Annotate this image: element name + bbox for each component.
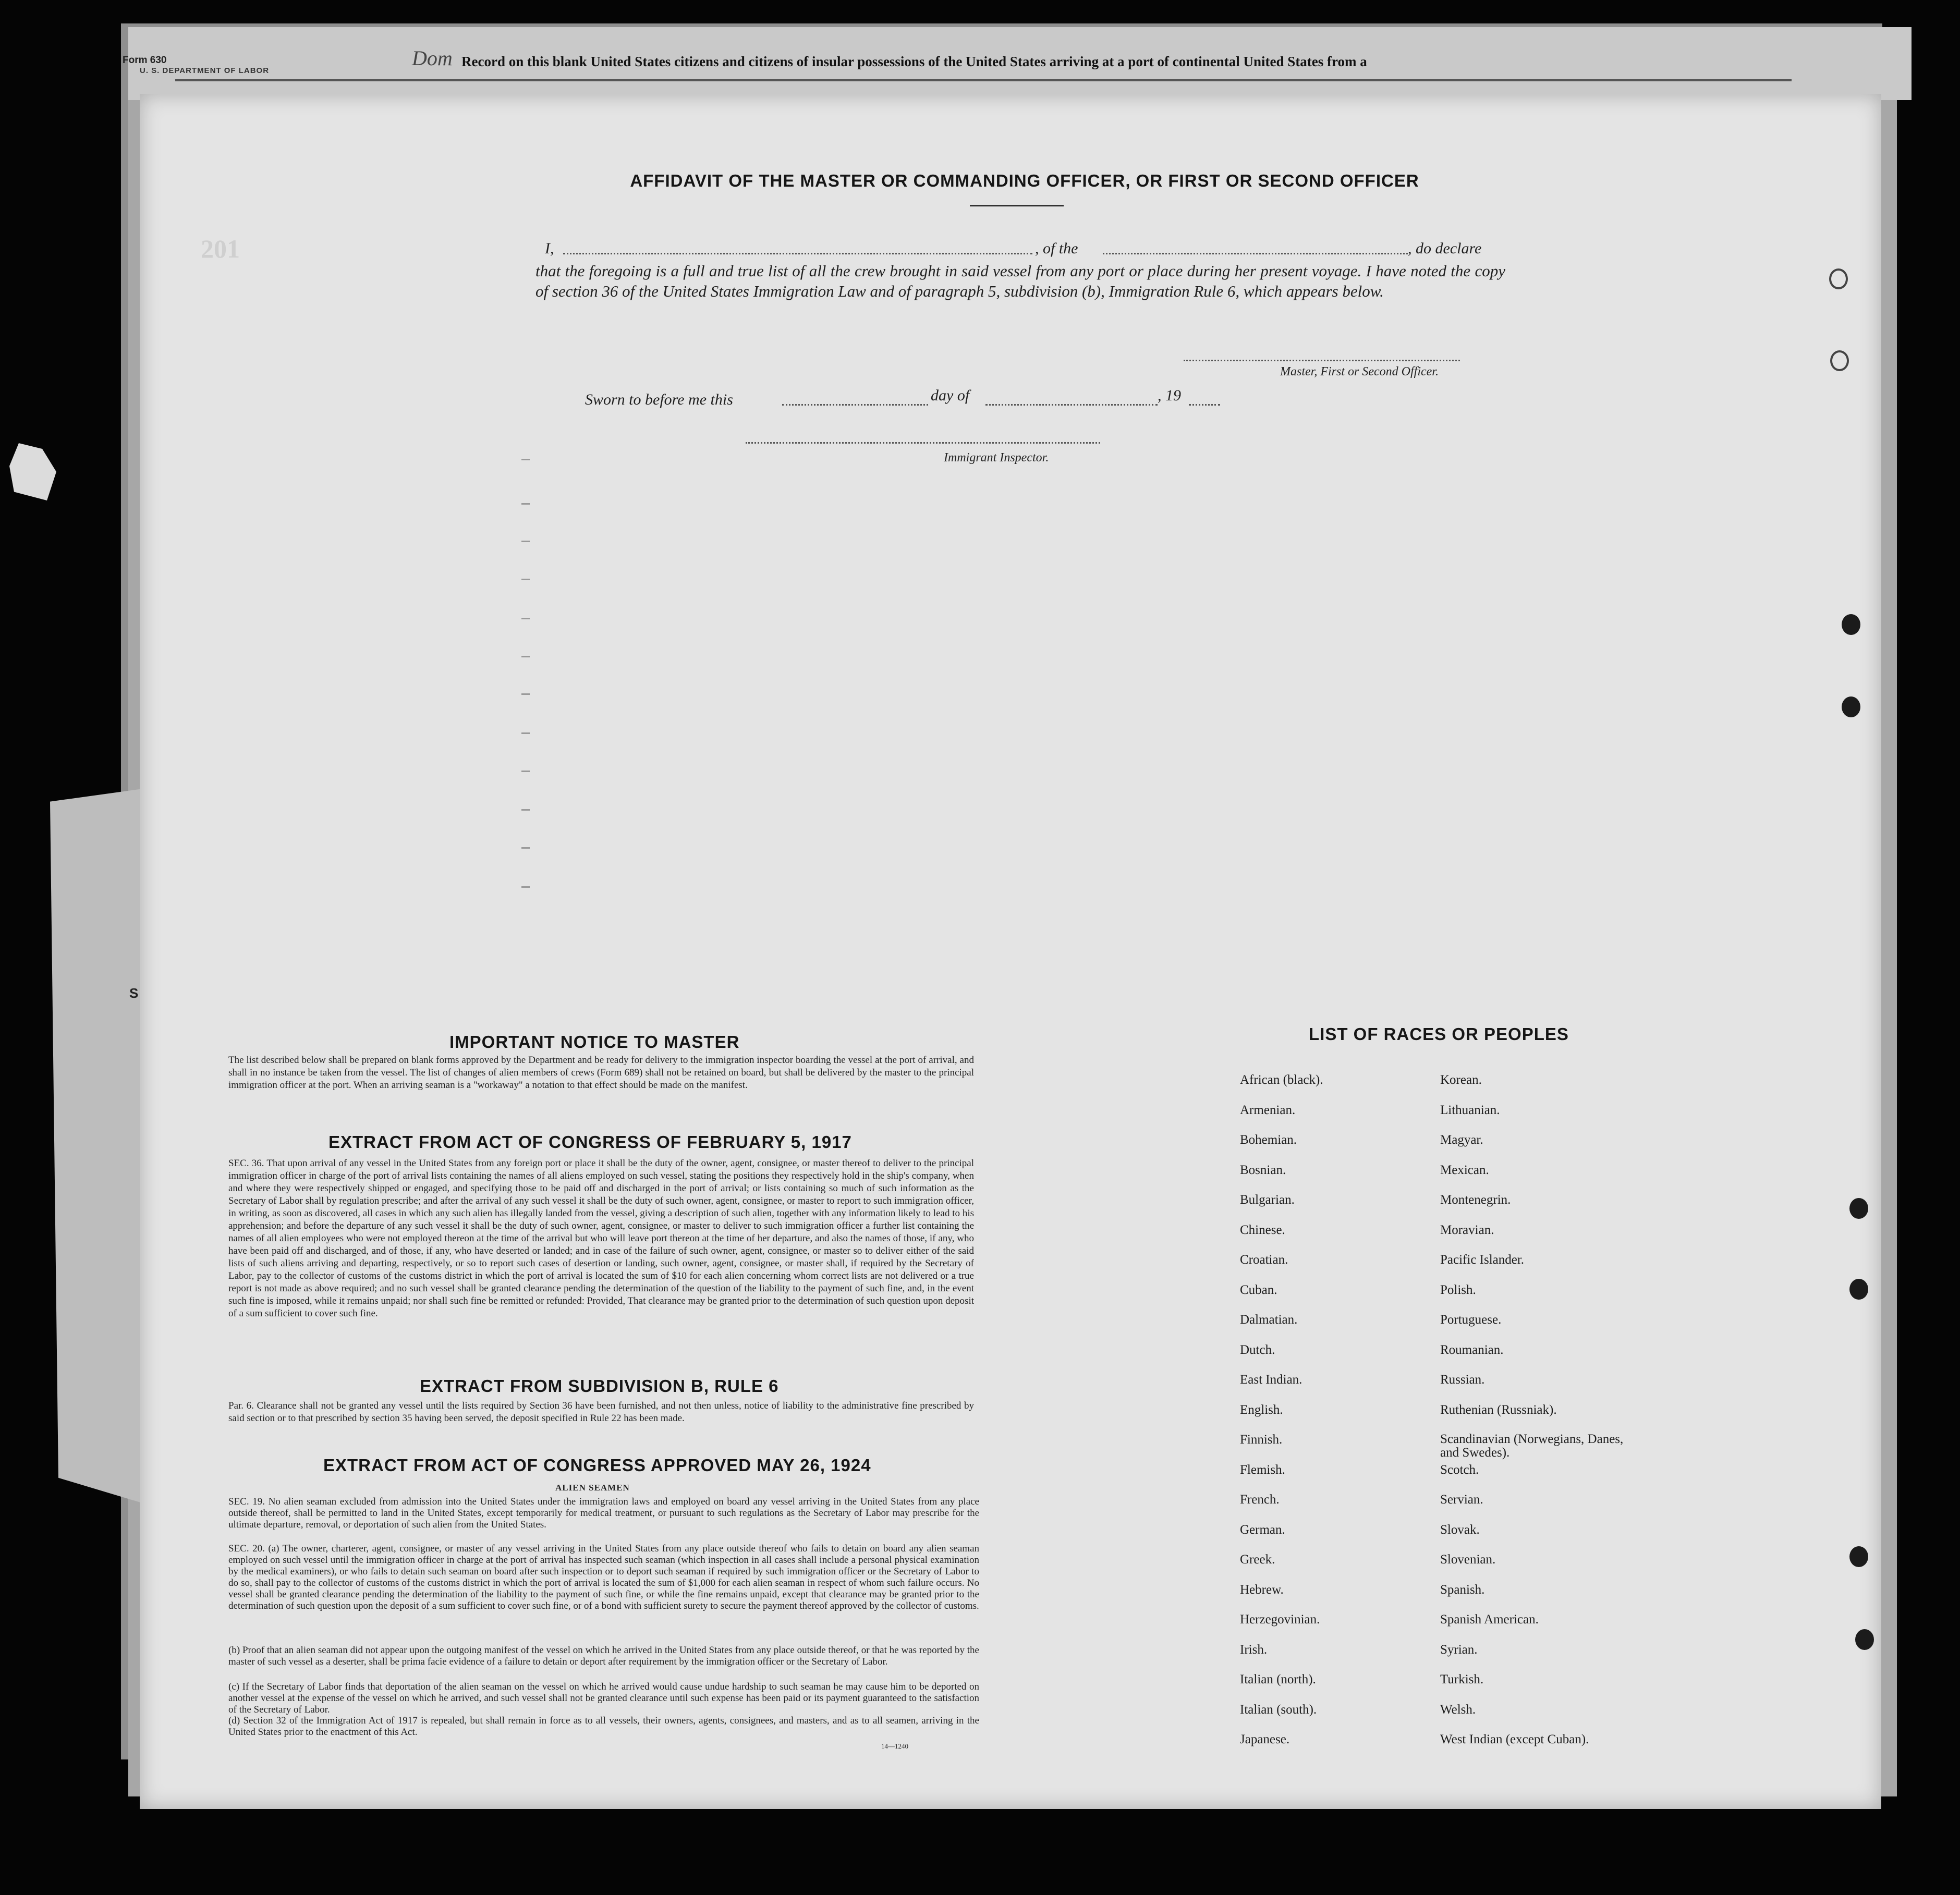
extract-1924-sec20d: (d) Section 32 of the Immigration Act of 1917 is repealed, but shall remain in force as to all vessels, their owners, agents, consignees, and masters, and as to all seamen, arriving in the United States prior to the enactment of this Act. bbox=[228, 1715, 979, 1738]
race-item: English. bbox=[1240, 1402, 1283, 1417]
margin-tick bbox=[521, 579, 530, 580]
race-item: Slovak. bbox=[1440, 1522, 1480, 1537]
races-right-column bbox=[1440, 1073, 1628, 1763]
race-item: Welsh. bbox=[1440, 1702, 1476, 1717]
print-code: 14—1240 bbox=[881, 1742, 908, 1750]
punch-hole bbox=[1849, 1546, 1868, 1567]
margin-tick bbox=[521, 541, 530, 542]
race-item: Bohemian. bbox=[1240, 1133, 1297, 1147]
affidavit-body: that the foregoing is a full and true list of all the crew brought in said vessel from any port or place during her present voyage. I have noted the copy of section 36 of the United States Immigration Law and of paragraph 5, subdivision (b), Immigration Rule 6, which appears below. bbox=[535, 262, 1505, 300]
punch-hole bbox=[1842, 614, 1860, 635]
margin-tick bbox=[521, 656, 530, 657]
races-left-column bbox=[1240, 1073, 1323, 1763]
race-item: Mexican. bbox=[1440, 1163, 1489, 1177]
race-item: Roumanian. bbox=[1440, 1342, 1504, 1357]
race-item: Italian (south). bbox=[1240, 1702, 1317, 1717]
inspector-caption: Immigrant Inspector. bbox=[944, 451, 1049, 464]
race-item: East Indian. bbox=[1240, 1373, 1302, 1387]
margin-tick bbox=[521, 771, 530, 772]
form-number: Form 630 bbox=[123, 55, 167, 66]
sworn-text: Sworn to before me this bbox=[585, 391, 733, 408]
race-item: Greek. bbox=[1240, 1552, 1275, 1567]
race-item: Armenian. bbox=[1240, 1103, 1296, 1117]
race-item: West Indian (except Cuban). bbox=[1440, 1732, 1589, 1746]
race-item: Scandinavian (Norwegians, Danes, and Swedes). bbox=[1440, 1432, 1624, 1460]
race-item: Dalmatian. bbox=[1240, 1313, 1298, 1327]
race-item: Montenegrin. bbox=[1440, 1193, 1511, 1207]
margin-tick bbox=[521, 503, 530, 505]
race-item: Scotch. bbox=[1440, 1462, 1479, 1477]
race-item: Chinese. bbox=[1240, 1222, 1285, 1237]
extract-1917-text: SEC. 36. That upon arrival of any vessel in the United States from any foreign port or place it shall be the duty of the owner, agent, consignee, or master thereof to deliver to the principal immigration officer in charge of the port of arrival lists containing the names of all aliens employed on such vessel, stating the positions they respectively hold in the ship's company, when and where they were respectively shipped or engaged, and specifying those to be paid off and discharged in the port of arrival; or lists containing so much of such information as the Secretary of Labor shall by regulation prescribe; and after the arrival of any such vessel it shall be the duty of such owner, agent, consignee, or master to report to such immigration officer, in writing, as soon as discovered, all cases in which any such alien has illegally landed from the vessel, giving a description of such alien, together with any information likely to lead to his apprehension; and before the departure of any such vessel it shall be the duty of such owner, agent, consignee, or master to deliver to such immigration officer a further list containing the names of all alien employees who were not employed thereon at the time of the arrival but who will leave port thereon at the time of her departure, and also the names of those, if any, who have been paid off and discharged, and of those, if any, who have deserted or landed; and in case of the failure of such owner, agent, consignee, or master so to deliver either of the said lists of such aliens arriving and departing, respectively, or so to report such cases of desertion or landing, such owner, agent, consignee, or master shall, if required by the Secretary of Labor, pay to the collector of customs of the customs district in which the port of arrival is located the sum of $10 for each alien concerning whom correct lists are not delivered or a true report is not made as above required; and no such vessel shall be granted clearance pending the determination of the question of the liability to the payment of such fine, and, in the event such fine is imposed, while it remains unpaid; nor shall such fine be remitted or refunded: Provided, That clearance may be granted prior to the determination of such question upon deposit of a sum sufficient to cover such fine. bbox=[228, 1158, 974, 1319]
extract-1924-sec20a: SEC. 20. (a) The owner, charterer, agent, consignee, or master of any vessel arriving in the United States from any place outside thereof who fails to detain on board any alien seaman employed on such vessel until the immigration officer in charge at the port of arrival has inspected such seaman (which inspection in all cases shall include a personal physical examination by the medical examiners), or who fails to detain such seaman on board after such inspection or to deport such seaman if required by such immigration officer or the Secretary of Labor to do so, shall pay to the collector of customs of the customs district in which the port of arrival is located the sum of $1,000 for each alien seaman in respect of whom such failure occurs. No vessel shall be granted clearance pending the determination of the liability to the payment of such fine, or while the fine remains unpaid, except that clearance may be granted prior to the determination of such question upon the deposit of a sum sufficient to cover such fine, or of a bond with sufficient surety to secure the payment thereof approved by the collector of customs. bbox=[228, 1543, 979, 1611]
master-signature-blank[interactable] bbox=[1184, 360, 1460, 361]
extract-rule6-title: EXTRACT FROM SUBDIVISION B, RULE 6 bbox=[420, 1376, 779, 1396]
race-item: Korean. bbox=[1440, 1073, 1482, 1087]
record-note: Record on this blank United States citizens and citizens of insular possessions of the United States arriving at a port of continental United States from a bbox=[461, 54, 1367, 69]
inspector-signature-blank[interactable] bbox=[746, 442, 1100, 444]
extract-1924-title: EXTRACT FROM ACT OF CONGRESS APPROVED MAY 26, 1924 bbox=[323, 1456, 871, 1475]
punch-hole bbox=[1849, 1198, 1868, 1219]
race-item: French. bbox=[1240, 1493, 1280, 1507]
race-item: Slovenian. bbox=[1440, 1552, 1496, 1567]
extract-1924-sec20b: (b) Proof that an alien seaman did not appear upon the outgoing manifest of the vessel on which he arrived in the United States from any place outside thereof, or that he was reported by the master of such vessel as a deserter, shall be prima facie evidence of a failure to detain or deport after requirement by the immigration officer or the Secretary of Labor. bbox=[228, 1645, 979, 1667]
torn-page-fragment bbox=[50, 787, 154, 1507]
torn-edge-letter: S bbox=[129, 985, 139, 1001]
race-item: Italian (north). bbox=[1240, 1672, 1316, 1686]
title-underline bbox=[970, 205, 1064, 206]
race-item: Herzegovinian. bbox=[1240, 1612, 1320, 1627]
margin-tick bbox=[521, 732, 530, 734]
paper-scrap bbox=[9, 443, 56, 500]
race-item: Irish. bbox=[1240, 1642, 1268, 1657]
sworn-day-blank[interactable] bbox=[782, 404, 928, 406]
name-blank[interactable] bbox=[563, 253, 1032, 254]
race-item: Ruthenian (Russniak). bbox=[1440, 1402, 1557, 1417]
punch-hole bbox=[1842, 696, 1860, 717]
punch-hole bbox=[1855, 1629, 1874, 1650]
faint-page-number: 201 bbox=[201, 234, 240, 263]
race-item: Polish. bbox=[1440, 1282, 1476, 1297]
race-item: Flemish. bbox=[1240, 1462, 1285, 1477]
race-item: Dutch. bbox=[1240, 1342, 1275, 1357]
race-item: Spanish. bbox=[1440, 1582, 1485, 1597]
department-label: U. S. DEPARTMENT OF LABOR bbox=[140, 66, 270, 75]
handwritten-mark: Dom bbox=[412, 46, 453, 70]
notice-title: IMPORTANT NOTICE TO MASTER bbox=[449, 1032, 740, 1052]
day-of-text: day of bbox=[931, 387, 970, 404]
race-item: Moravian. bbox=[1440, 1222, 1494, 1237]
year-prefix: , 19 bbox=[1158, 387, 1181, 404]
race-item: Finnish. bbox=[1240, 1433, 1283, 1447]
races-title: LIST OF RACES OR PEOPLES bbox=[1309, 1024, 1569, 1044]
margin-tick bbox=[521, 886, 530, 888]
race-item: Japanese. bbox=[1240, 1732, 1290, 1746]
extract-1917-title: EXTRACT FROM ACT OF CONGRESS OF FEBRUARY 5, 1917 bbox=[328, 1132, 852, 1152]
extract-1924-sec19: SEC. 19. No alien seaman excluded from admission into the United States under the immigration laws and employed on board any vessel arriving in the United States from any place outside thereof, shall be permitted to land in the United States, except temporarily for medical treatment, or pursuant to such regulations as the Secretary of Labor may prescribe for the ultimate departure, removal, or deportation of such alien from the United States. bbox=[228, 1496, 979, 1530]
race-item: Cuban. bbox=[1240, 1282, 1277, 1297]
margin-tick bbox=[521, 809, 530, 811]
affidavit-i: I, bbox=[545, 240, 554, 257]
race-item: Pacific Islander. bbox=[1440, 1253, 1525, 1267]
race-item: Servian. bbox=[1440, 1493, 1483, 1507]
extract-rule6-text: Par. 6. Clearance shall not be granted any vessel until the lists required by Section 36 have been furnished, and not then unless, notice of liability to the administrative fine prescribed by said section or to that prescribed by section 35 having been served, the deposit specified in Rule 22 has been made. bbox=[228, 1400, 974, 1424]
affidavit-do-declare: , do declare bbox=[1408, 240, 1482, 257]
notice-text: The list described below shall be prepared on blank forms approved by the Department and be ready for delivery to the immigration inspector boarding the vessel at the port of arrival, and shall in no instance be taken from the vessel. The list of changes of alien members of crews (Form 689) shall not be retained on board, but shall be delivered by the master to the principal immigration officer at the port. When an arriving seaman is a "workaway" a notation to that effect should be made on the manifest. bbox=[228, 1055, 974, 1091]
race-item: Spanish American. bbox=[1440, 1612, 1539, 1627]
race-item: Bulgarian. bbox=[1240, 1193, 1295, 1207]
alien-seamen-subtitle: ALIEN SEAMEN bbox=[555, 1483, 630, 1493]
race-item: Hebrew. bbox=[1240, 1582, 1284, 1597]
race-item: African (black). bbox=[1240, 1073, 1323, 1087]
margin-tick bbox=[521, 459, 530, 460]
race-item: Lithuanian. bbox=[1440, 1103, 1500, 1117]
header-rule bbox=[175, 79, 1792, 81]
master-signature-caption: Master, First or Second Officer. bbox=[1280, 365, 1439, 378]
margin-tick bbox=[521, 618, 530, 619]
extract-1924-sec20c: (c) If the Secretary of Labor finds that deportation of the alien seaman on the vessel on which he arrived would cause undue hardship to such seaman he may cause him to be deported on another vessel at the expense of the vessel on which he arrived, and such vessel shall not be granted clearance until such expense has been paid or its payment guaranteed to the satisfaction of the Secretary of Labor. bbox=[228, 1681, 979, 1715]
sworn-month-blank[interactable] bbox=[985, 404, 1158, 406]
year-blank[interactable] bbox=[1189, 404, 1220, 406]
race-item: Syrian. bbox=[1440, 1642, 1478, 1657]
punch-hole bbox=[1829, 268, 1848, 289]
affidavit-title: AFFIDAVIT OF THE MASTER OR COMMANDING OFFICER, OR FIRST OR SECOND OFFICER bbox=[630, 171, 1419, 190]
race-item: Bosnian. bbox=[1240, 1163, 1286, 1177]
punch-hole bbox=[1849, 1279, 1868, 1300]
affidavit-of-the: , of the bbox=[1035, 240, 1078, 257]
race-item: Magyar. bbox=[1440, 1133, 1483, 1147]
margin-tick bbox=[521, 847, 530, 849]
margin-tick bbox=[521, 693, 530, 695]
race-item: Turkish. bbox=[1440, 1672, 1484, 1686]
race-item: German. bbox=[1240, 1522, 1285, 1537]
race-item: Croatian. bbox=[1240, 1253, 1288, 1267]
vessel-blank[interactable] bbox=[1103, 253, 1408, 254]
race-item: Portuguese. bbox=[1440, 1313, 1502, 1327]
race-item: Russian. bbox=[1440, 1373, 1485, 1387]
punch-hole bbox=[1830, 350, 1849, 371]
